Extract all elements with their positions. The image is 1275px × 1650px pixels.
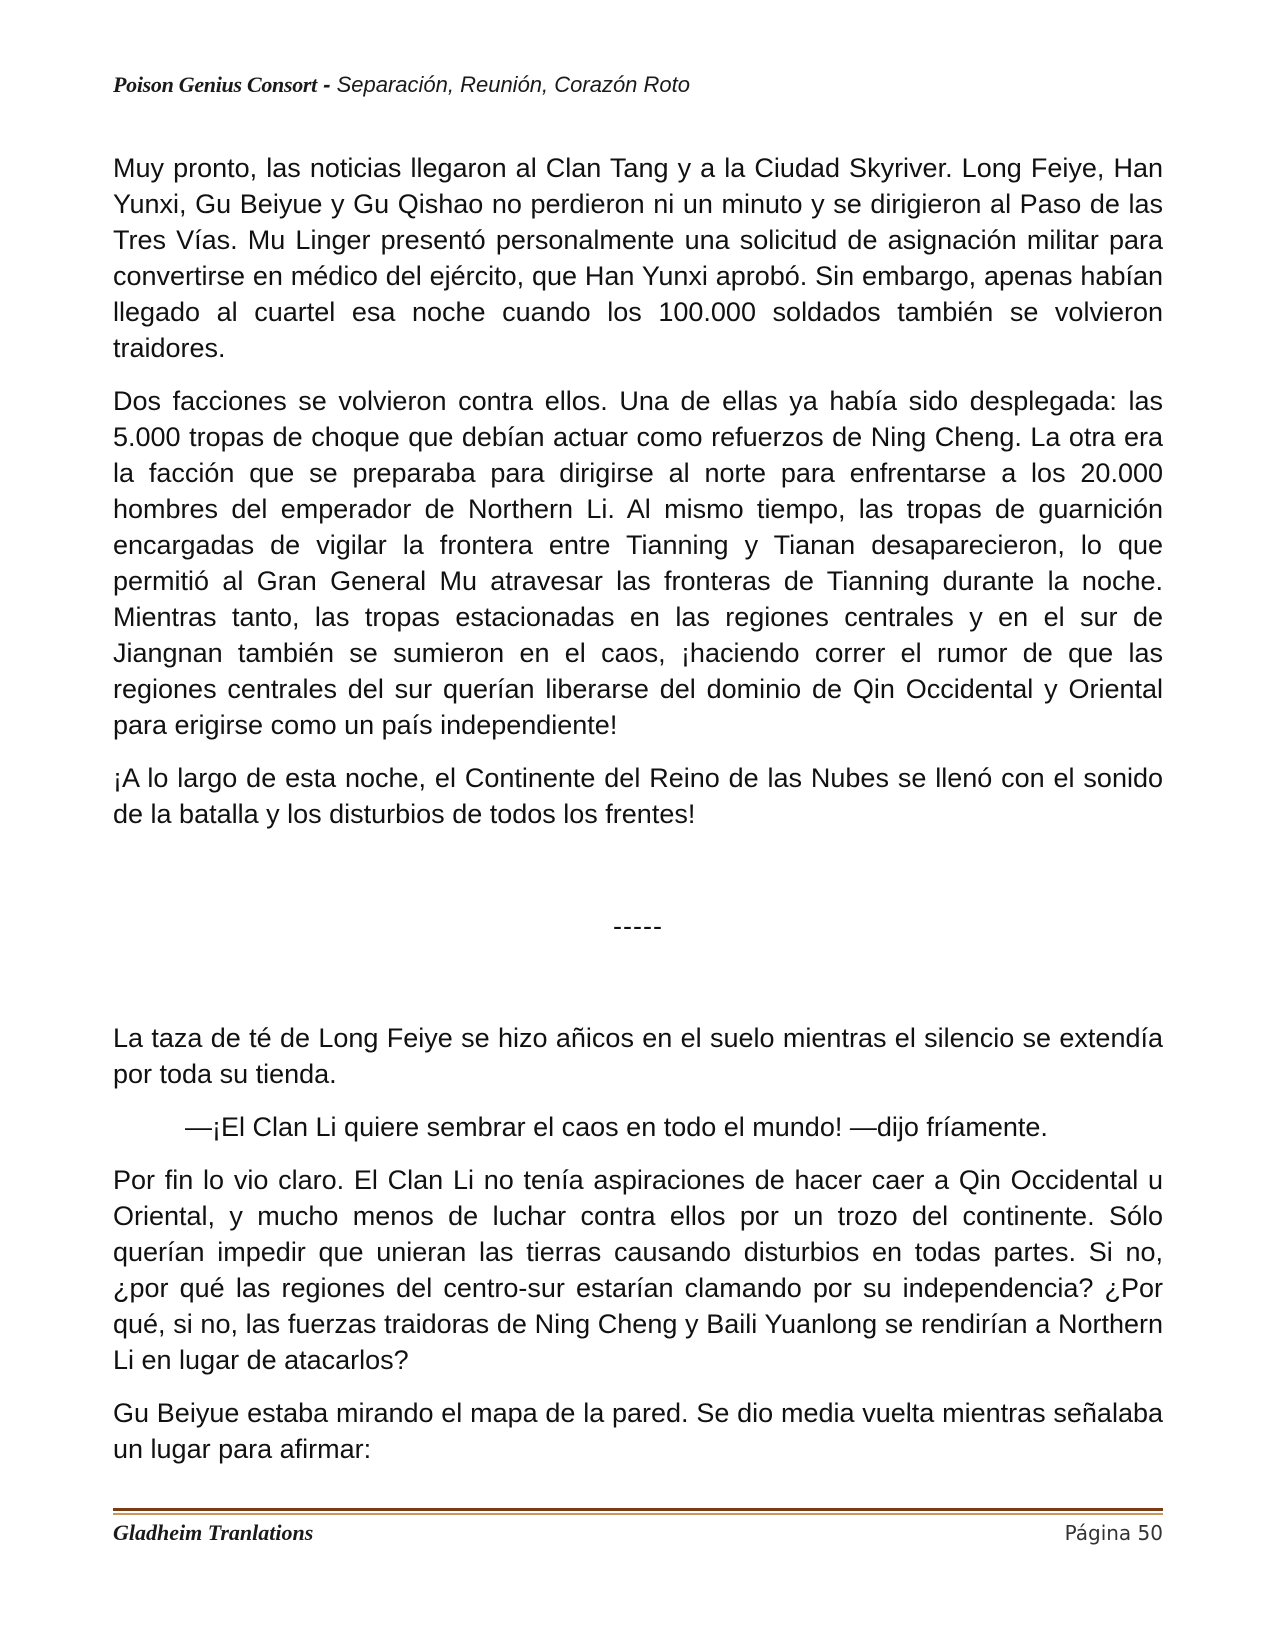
paragraph: Por fin lo vio claro. El Clan Li no tenía aspiraciones de hacer caer a Qin Occidental u Oriental, y mucho menos de luchar contra ellos por un trozo del continente. Sólo querían impedir que unieran las tierras causando disturbios en todas partes. Si no, ¿por qué las regiones del centro-sur estarían clamando por su independencia? ¿Por qué, si no, las fuerzas traidoras de Ning Cheng y Baili Yuanlong se rendirían a Northern Li en lugar de atacarlos? [113, 1165, 1163, 1375]
publisher-name: Gladheim Tranlations [113, 1520, 314, 1545]
paragraph: ¡A lo largo de esta noche, el Continente del Reino de las Nubes se llenó con el sonido de la batalla y los disturbios de todos los frentes! [113, 763, 1163, 829]
header-separator: - [317, 72, 337, 97]
book-title: Poison Genius Consort [113, 72, 317, 97]
section-divider: ----- [613, 911, 663, 941]
page-number: Página 50 [1064, 1521, 1163, 1545]
paragraph: Muy pronto, las noticias llegaron al Clan Tang y a la Ciudad Skyriver. Long Feiye, Han Yunxi, Gu Beiyue y Gu Qishao no perdieron ni un minuto y se dirigieron al Paso de las Tres Vías. Mu Linger presentó personalmente una solicitud de asignación militar para convertirse en médico del ejército, que Han Yunxi aprobó. Sin embargo, apenas habían llegado al cuartel esa noche cuando los 100.000 soldados también se volvieron traidores. [113, 153, 1163, 363]
paragraph: Dos facciones se volvieron contra ellos. Una de ellas ya había sido desplegada: las 5.000 tropas de choque que debían actuar como refuerzos de Ning Cheng. La otra era la facción que se preparaba para dirigirse al norte para enfrentarse a los 20.000 hombres del emperador de Northern Li. Al mismo tiempo, las tropas de guarnición encargadas de vigilar la frontera entre Tianning y Tianan desaparecieron, lo que permitió al Gran General Mu atravesar las fronteras de Tianning durante la noche. Mientras tanto, las tropas estacionadas en las regiones centrales y en el sur de Jiangnan también se sumieron en el caos, ¡haciendo correr el rumor de que las regiones centrales del sur querían liberarse del dominio de Qin Occidental y Oriental para erigirse como un país independiente! [113, 386, 1163, 740]
dialogue-line: —¡El Clan Li quiere sembrar el caos en todo el mundo! —dijo fríamente. [185, 1112, 1048, 1142]
paragraph: Gu Beiyue estaba mirando el mapa de la pared. Se dio media vuelta mientras señalaba un lugar para afirmar: [113, 1398, 1163, 1464]
running-header [113, 72, 690, 98]
footer-rule-thin [113, 1513, 1163, 1515]
chapter-title: Separación, Reunión, Corazón Roto [336, 72, 691, 97]
footer-rule-thick [113, 1508, 1163, 1511]
paragraph: La taza de té de Long Feiye se hizo añicos en el suelo mientras el silencio se extendía por toda su tienda. [113, 1023, 1163, 1089]
body-text [113, 150, 1163, 1484]
